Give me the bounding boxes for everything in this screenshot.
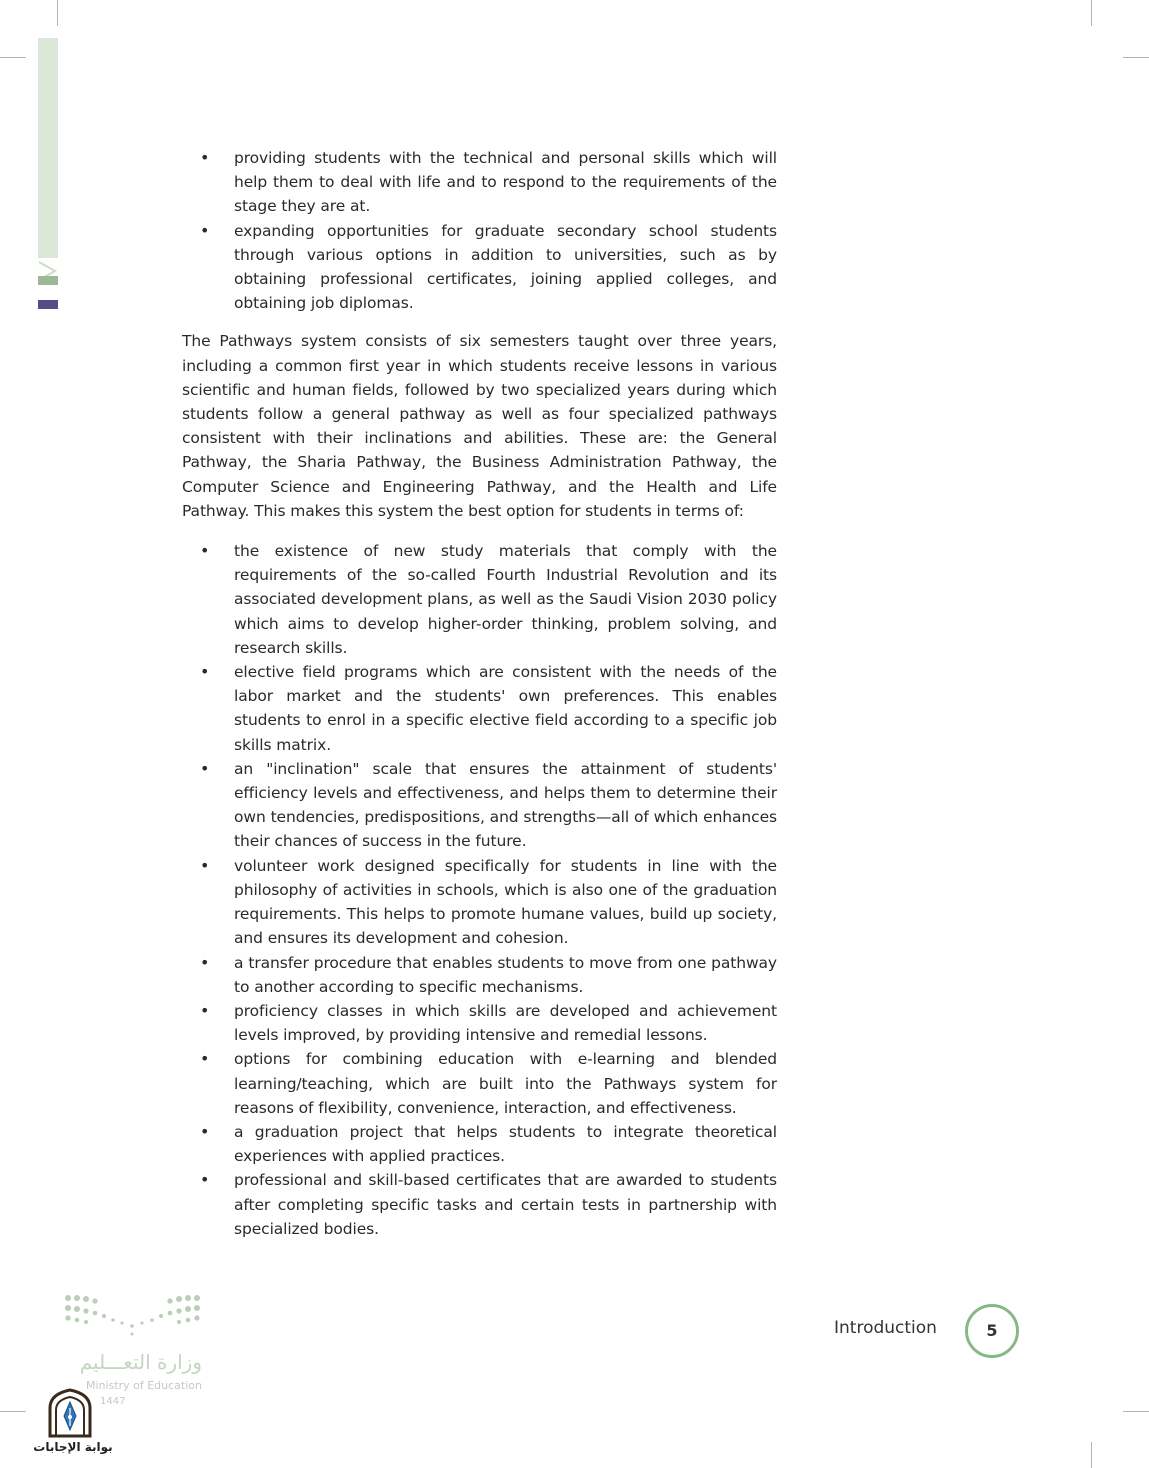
list-item: • volunteer work designed specifically for students in line with the philosophy of activities in schools, which is also one of the graduation requirements. This helps to promote humane values, build up society, and ensures its development and cohesion. xyxy=(200,855,777,948)
list-item: • providing students with the technical and personal skills which will help them to deal with life and to respond to the requirements of the stage they are at. xyxy=(200,148,777,216)
ministry-arabic-name: وزارة التعـــليم xyxy=(79,1350,202,1374)
bullet-icon: • xyxy=(200,1170,210,1190)
list-item: • elective field programs which are consistent with the needs of the labor market and the students' own preferences. This enables students to enrol in a specific elective field according to a specific job skills matrix. xyxy=(200,662,777,754)
list-item: • proficiency classes in which skills are developed and achievement levels improved, by providing intensive and remedial lessons. xyxy=(200,1000,777,1045)
body-paragraph: The Pathways system consists of six semesters taught over three years, including a common first year in which students receive lessons in various scientific and human fields, followed by two specialized years during which students follow a general pathway as well as four specialized pathways consistent with their inclinations and abilities. These are: the General Pathway, the Sharia Pathway, the Business Administration Pathway, the Computer Science and Engineering Pathway, and the Health and Life Pathway. This makes this system the best option for students in terms of: xyxy=(182,332,777,520)
crop-mark xyxy=(0,1411,26,1412)
bullet-icon: • xyxy=(200,952,210,972)
bullet-icon: • xyxy=(200,662,210,682)
bullet-list-bottom xyxy=(182,539,777,1241)
list-item: • an "inclination" scale that ensures the attainment of students' efficiency levels and effectiveness, and helps them to determine their own tendencies, predispositions, and strengths—all of which enhances their chances of success in the future. xyxy=(200,758,777,851)
bullet-icon: • xyxy=(200,541,210,561)
bullet-icon: • xyxy=(200,148,210,167)
bullet-icon: • xyxy=(200,1121,210,1141)
crop-mark xyxy=(57,0,58,26)
ministry-english-name: Ministry of Education xyxy=(85,1379,202,1392)
list-item: • a graduation project that helps students to integrate theoretical experiences with applied practices. xyxy=(200,1121,777,1166)
bullet-icon: • xyxy=(200,1049,210,1069)
main-content xyxy=(182,146,777,1241)
side-decoration-green xyxy=(38,276,58,285)
crop-mark xyxy=(1123,57,1149,58)
crop-mark xyxy=(1091,0,1092,26)
list-item: • the existence of new study materials that comply with the requirements of the so-called Fourth Industrial Revolution and its associated development plans, as well as the Saudi Vision 2030 policy which aims to develop higher-order thinking, problem solving, and research skills. xyxy=(200,541,777,657)
bullet-icon: • xyxy=(200,855,210,875)
bullet-icon: • xyxy=(200,1000,210,1020)
crop-mark xyxy=(1123,1411,1149,1412)
side-decoration-band xyxy=(38,38,58,258)
ministry-year: 1447 xyxy=(100,1396,126,1407)
section-title: Introduction xyxy=(834,1318,937,1338)
bullet-list-top xyxy=(182,146,777,315)
list-item: • a transfer procedure that enables students to move from one pathway to another according to specific mechanisms. xyxy=(200,952,777,996)
crop-mark xyxy=(0,57,26,58)
list-item: • professional and skill-based certificates that are awarded to students after completing specific tasks and certain tests in partnership with specialized bodies. xyxy=(200,1170,777,1238)
side-decoration-purple xyxy=(38,300,58,309)
ministry-logo-icon xyxy=(60,1290,205,1340)
watermark-text: بوابة الإجابات xyxy=(33,1440,113,1454)
bullet-icon: • xyxy=(200,758,210,778)
mosque-pen-icon xyxy=(44,1386,96,1438)
bullet-icon: • xyxy=(200,220,210,240)
list-item: • options for combining education with e-learning and blended learning/teaching, which are built into the Pathways system for reasons of flexibility, convenience, interaction, and effectiveness. xyxy=(200,1049,777,1117)
crop-mark xyxy=(1091,1442,1092,1468)
list-item: • expanding opportunities for graduate secondary school students through various options in addition to universities, such as by obtaining professional certificates, joining applied colleges, and obtaining job diplomas. xyxy=(200,220,777,313)
page-number: 5 xyxy=(965,1304,1019,1358)
